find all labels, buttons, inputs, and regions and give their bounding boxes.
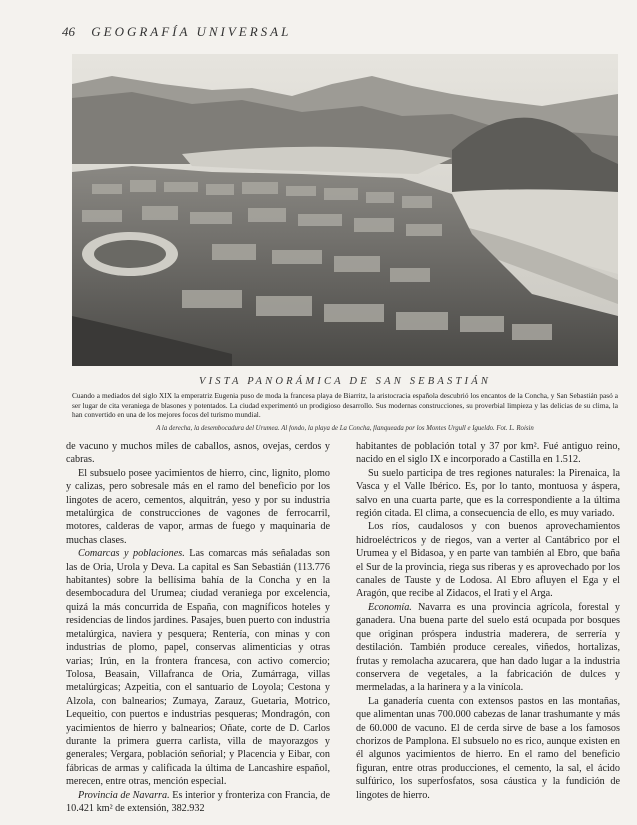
page-number: 46 [62, 24, 75, 39]
panorama-photo [72, 54, 618, 366]
paragraph: Su suelo participa de tres regiones naturales: la Pirenaica, la Vasca y el Valle Ibérico. Es, por lo tanto, montuosa y áspera, salvo en una cuarta parte, que es la correspondiente a la última región citada. El clima, a consecuencia de ello, es muy variado. [356, 467, 620, 520]
paragraph: El subsuelo posee yacimientos de hierro, cinc, lignito, plomo y calizas, pero sobresale más en el ramo del beneficio por los lingotes de acero, cementos, alquitrán, yeso y por su industria metalúrgica de construcciones de vagones de ferrocarril, motores, calderas de vapor, armas de fuego y maquinaria de muchas clases. [66, 467, 330, 546]
paragraph-text: Es interior y fronteriza con Francia, de 10.421 km² de extensión, 382.932 [66, 789, 331, 814]
paragraph: La ganadería cuenta con extensos pastos en las montañas, que alimentan unas 700.000 cabezas de lanar trashumante y más de 60.000 de vacuno. El de cerda sirve de base a los famosos chorizos de Pamplona. El subsuelo no es rico, aunque existen en él algunos yacimientos de hierro. En el ramo del beneficio figuran, entre otras producciones, el cemento, la sal, el ácido sulfúrico, los superfosfatos, sosa cáustica y la fundición de lingotes de hierro. [356, 695, 620, 801]
paragraph [356, 601, 620, 695]
paragraph-text: Navarra es una provincia agrícola, forestal y ganadera. Una buena parte del suelo está ocupada por bosques que originan próspera industria maderera, de serrería y destilación. También produce cereales, viñedos, hortalizas, frutas y remolacha azucarera, que han dado lugar a la industria conservera de vegetales, a la fabricación de dulces y mermeladas, a la harinera y a la vinícola. [356, 601, 620, 694]
section-heading: Comarcas y poblaciones. [78, 548, 185, 560]
paragraph [66, 789, 330, 816]
text-column-right [356, 440, 620, 802]
running-title: GEOGRAFÍA UNIVERSAL [91, 24, 292, 39]
paragraph-text: Las comarcas más señaladas son las de Oria, Urola y Deva. La capital es San Sebastián (113.776 habitantes) sobre la bellísima bahía de la Concha y en la desembocadura del Urumea; ciudad veraniega por excelencia, quizá la más concurrida de España, con magníficos hoteles y residencias de lindos jardines. Pasajes, buen puerto con industria metalúrgica, naviera y pesquera; Rentería, con minas y con industrias de plomo, papel, conservas alimenticias y otras varias; Irún, en la frontera francesa, con activo comercio; Tolosa, Beasain, Villafranca de Oria, Zumárraga, villas metalúrgicas; Azpeitia, con el santuario de Loyola; Cestona y Alzola, con balnearios; Zumaya, Zarauz, Guetaria, Motrico, Lequeitio, con puertos e industrias pesqueras; Mondragón, con yacimientos de hierro y balnearios; Oñate, corte de D. Carlos durante la primera guerra carlista, villa de mayorazgos y generales; Vergara, población señorial; y Placencia y Eibar, con fábricas de armas y calificada la última de Lancashire español, merecen, entre otras, mención especial. [66, 548, 330, 788]
paragraph: Los ríos, caudalosos y con buenos aprovechamientos hidroeléctricos y de riegos, van a verter al Cantábrico por el Urumea y el Bidasoa, y en parte van también al Ebro, que baña el Sur de la provincia, riega sus riberas y es aprovechado por los canales de Tauste y de Lodosa. Al Ebro afluyen el Ega y el Aragón, que recibe al Zidacos, el Irati y el Arga. [356, 521, 620, 600]
photo-credit: A la derecha, la desembocadura del Urumea. Al fondo, la playa de La Concha, flanqueada por los Montes Urgull e Igueldo. Fot. L. Roisin [156, 425, 534, 432]
section-heading: Provincia de Navarra. [78, 789, 170, 801]
photo-caption-title: VISTA PANORÁMICA DE SAN SEBASTIÁN [198, 376, 492, 387]
paragraph [66, 547, 330, 788]
paragraph: habitantes de población total y 37 por km². Fué antiguo reino, nacido en el siglo IX e incorporado a Castilla en 1.512. [356, 441, 620, 466]
photo-caption-text: Cuando a mediados del siglo XIX la emperatriz Eugenia puso de moda la francesa playa de Biarritz, la aristocracia española descubrió los encantos de la Concha, y San Sebastián pasó a ser lugar de cita veraniega de blasones y potentados. La ciudad experimentó un prodigioso desarrollo. Sus modernas construcciones, su proverbial limpieza y las delicias de su clima, la han convertido en una de los mejores focos del turismo mundial. [72, 391, 618, 420]
paragraph: de vacuno y muchos miles de caballos, asnos, ovejas, cerdos y cabras. [66, 441, 330, 466]
text-column-left [66, 440, 330, 815]
running-header [62, 24, 582, 40]
section-heading: Economía. [368, 601, 412, 613]
